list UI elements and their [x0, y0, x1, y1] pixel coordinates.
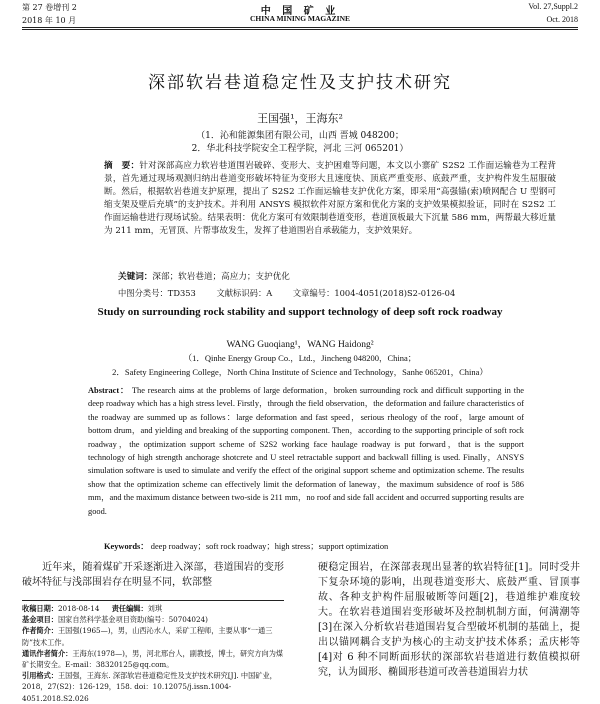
abstract-en: [88, 384, 524, 518]
journal-name-en: CHINA MINING MAGAZINE: [249, 14, 350, 23]
keywords-cn-text: 深部；软岩巷道；高应力；支护优化: [152, 272, 290, 282]
affiliation-cn-2: 2．华北科技学院安全工程学院，河北 三河 065201）: [191, 144, 409, 154]
keywords-en: [104, 540, 388, 552]
body-column-right: 硬稳定围岩，在深部表现出显著的软岩特征[1]。同时受井下复杂环境的影响，出现巷道变形大、底鼓严重、冒顶事故、各种支护构件屈服破断等问题[2]，巷道维护难度较大。在软岩巷道围岩变形破坏及控制机制方面，何满潮等[3]在深入分析软岩巷道围岩复合型破坏机制的基础上，提出以锚网耦合支护为核心的主动支护技术体系；孟庆彬等[4]对 6 种不同断面形状的深部软岩巷道进行数值模拟研究，认为圆形、椭圆形巷道可改善巷道围岩力状: [318, 562, 580, 678]
running-header: [22, 2, 578, 26]
authors-cn: 王国强¹，王海东²: [257, 112, 343, 125]
volume-issue-en: Vol. 27,Suppl.2: [528, 2, 578, 11]
abstract-cn-text: 针对深部高应力软岩巷道围岩破碎、变形大、支护困难等问题，本文以小寨矿 S2S2 工作面运输巷为工程背景，首先通过现场观测归纳出巷道变形破坏特征为变形大且速度快、顶底严重变形、底鼓严重，支护构件发生屈服破断。然后，根据软岩巷道支护原理，提出了 S2S2 工作面运输巷支护优化方案，即采用“高强锚(索)喷网配合 U 型钢可缩支架及壁后充填”的支护技术。并利用 ANSYS 模拟软件对原方案和优化方案的支护效果模拟验证，同时在 S2S2 工作面运输巷进行现场试验。结果表明：优化方案可有效限制巷道变形，巷道顶板最大下沉量 586 mm，两帮最大移近量为 211 mm，无冒顶、片帮事故发生，发挥了巷道围岩自承载能力，支护效果好。: [104, 161, 556, 236]
abstract-en-label: Abstract：: [88, 386, 130, 395]
issue-date: 2018 年 10 月: [22, 16, 77, 25]
paper-title-en: Study on surrounding rock stability and support technology of deep soft rock roadway: [97, 306, 503, 318]
footnote-rule: [22, 600, 284, 601]
paper-title-cn: 深部软岩巷道稳定性及支护技术研究: [148, 73, 452, 93]
footnotes: [22, 603, 284, 704]
keywords-cn-label: 关键词：: [118, 272, 153, 282]
affiliation-cn-1: （1．沁和能源集团有限公司，山西 晋城 048200；: [196, 131, 404, 141]
volume-issue: 第 27 卷增刊 2: [22, 3, 77, 12]
keywords-en-label: Keywords：: [104, 542, 149, 551]
header-rule-bottom: [22, 29, 578, 30]
affiliation-en-1: （1．Qinhe Energy Group Co.，Ltd.，Jincheng 048200，China；: [183, 353, 417, 363]
body-column-left: 近年来，随着煤矿开采逐渐进入深部，巷道围岩的变形破坏特征与浅部围岩存在明显不同，软部整: [22, 562, 284, 588]
clc-number: 中图分类号：TD353: [118, 288, 196, 298]
abstract-cn-label: 摘 要：: [104, 161, 140, 171]
corresponding-author-note: 通讯作者简介：王海东(1978—)，男，河北邢台人，副教授，博士，研究方向为煤矿长期安全。E-mail：38320125@qq.com。: [22, 648, 284, 670]
author-note: 作者简介：王国强(1965—)，男，山西沁水人，采矿工程师，主要从事“一通三防”技术工作。: [22, 626, 273, 647]
keywords-cn: [118, 270, 290, 282]
journal-name-cn: 中 国 矿 业: [260, 6, 340, 17]
article-number: 文章编号：1004-4051(2018)S2-0126-04: [292, 288, 456, 298]
header-rule-top: [22, 27, 578, 28]
document-code: 文献标识码：A: [216, 288, 273, 298]
authors-en: WANG Guoqiang¹，WANG Haidong²: [226, 340, 374, 350]
received-note: 收稿日期：2018-08-14 责任编辑：刘琪: [22, 604, 163, 613]
affiliation-en-2: 2．Safety Engineering College，North China Institute of Science and Technology，Sanhe 065201，China）: [112, 367, 488, 377]
abstract-en-text: The research aims at the problems of large deformation，broken surrounding rock and difficult supporting in the deep roadway which has a high stress level. Firstly，through the field observation，the deformation and failure characteristics of the roadway are summed up as follows：large deformation and fast speed，serious rheology of the roof，large amount of bottom drum，and yielding and breaking of the supporting component. Then，according to the supporting principle of soft rock roadway，the optimization support scheme of S2S2 working face haulage roadway is put forward，that is the support technology of high strength anchorage shotcrete and U steel retractable support and backwall filling is used. Finally，ANSYS simulation software is used to simulate and verify the effect of the original support scheme and optimization scheme. The results show that the optimization scheme can effectively limit the deformation of laneway，the maximum subsidence of roof is 586 mm，and the maximum distance between two-side is 211 mm，no roof and side fall accident and occurred supporting results are good.: [88, 386, 524, 516]
keywords-en-text: deep roadway；soft rock roadway；high stress；support optimization: [150, 542, 389, 551]
abstract-cn: [104, 160, 556, 238]
fund-note: 基金项目：国家自然科学基金项目资助(编号：50704024): [22, 615, 208, 625]
classification-line: [118, 287, 473, 299]
issue-date-en: Oct. 2018: [546, 15, 578, 24]
citation-note: 引用格式：王国强，王海东. 深部软岩巷道稳定性及支护技术研究[J]. 中国矿业，2018，27(S2)：126-129，158. doi：10.12075/j.issn.1004-4051.2018.S2.026: [22, 671, 277, 703]
